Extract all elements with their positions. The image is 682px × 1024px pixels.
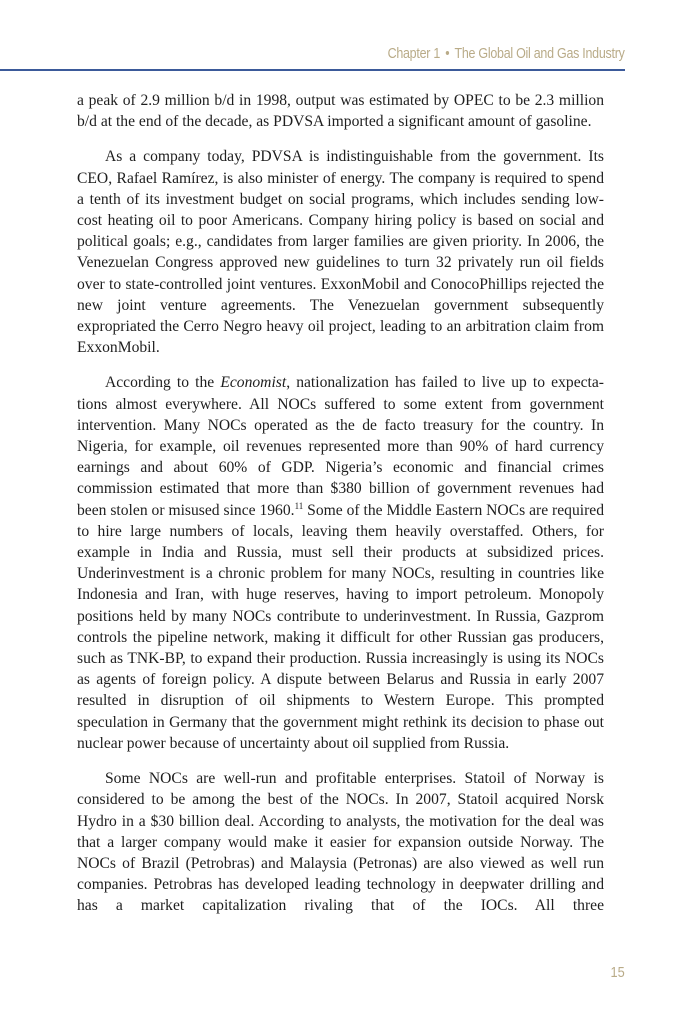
paragraph-continuation: a peak of 2.9 million b/d in 1998, output was estimated by OPEC to be 2.3 million b/d at the end of the decade, as PDVSA imported a significant amount of gasoline. [77,92,604,131]
chapter-label: Chapter 1 [387,46,441,62]
paragraph-economist [77,372,604,754]
footnote-reference[interactable]: 11 [294,500,304,511]
paragraph-pdvsa: As a company today, PDVSA is indistinguishable from the government. Its CEO, Rafael Ramírez, is also minister of energy. The company is required to spend a tenth of its investment budget on social programs, which includes sending low-cost heating oil to poor Americans. Company hiring policy is based on social and political goals; e.g., candidates from larger families are given priority. In 2006, the Venezuelan Congress approved new guidelines to turn 32 privately run oil fields over to state-controlled joint ventures. ExxonMobil and ConocoPhillips rejected the new joint venture agreements. The Venezuelan government subsequently expropriated the Cerro Negro heavy oil project, leading to an arbitration claim from ExxonMobil. [77,148,604,357]
header-rule [0,69,625,71]
running-header [388,46,625,62]
paragraph-prefix: According to the [105,374,221,392]
header-separator: • [445,46,450,62]
chapter-title: The Global Oil and Gas Industry [454,46,625,62]
page-number: 15 [610,964,625,981]
paragraph-text-a: , nationalization has failed to live up to expectations almost everywhere. All NOCs suffered to some extent from government intervention. Many NOCs operated as the de facto treasury for the country. In Nigeria, for example, oil revenues represented more than 90% of hard currency earnings and about 60% of GDP. Nigeria’s economic and financial crimes commission estimated that more than $380 billion of government revenues had been stolen or misused since 1960. [77,374,604,519]
paragraph-well-run-nocs: Some NOCs are well-run and profitable enterprises. Statoil of Norway is considered to be among the best of the NOCs. In 2007, Statoil acquired Norsk Hydro in a $30 billion deal. According to analysts, the motivation for the deal was that a larger company would make it easier for expansion outside Norway. The NOCs of Brazil (Petrobras) and Malaysia (Petronas) are also viewed as well run companies. Petrobras has developed leading technology in deepwater drilling and has a market capitalization rivaling that of the IOCs. All three [77,770,604,915]
paragraph-text-b: Some of the Middle Eastern NOCs are required to hire large numbers of locals, leaving them heavily overstaffed. Others, for example in India and Russia, must sell their products at subsidized prices. Underinvestment is a chronic problem for many NOCs, resulting in countries like Indonesia and Iran, with huge reserves, having to import petroleum. Monopoly positions held by many NOCs contribute to underinvestment. In Russia, Gazprom controls the pipeline network, making it difficult for other Russian gas producers, such as TNK-BP, to expand their production. Russia increasingly is using its NOCs as agents of foreign policy. A dispute between Belarus and Russia in early 2007 resulted in disruption of oil shipments to Western Europe. This prompted speculation in Germany that the government might rethink its decision to phase out nuclear power because of uncertainty about oil supplied from Russia. [77,501,604,752]
body-text [77,90,604,917]
publication-title: Economist [220,374,287,392]
